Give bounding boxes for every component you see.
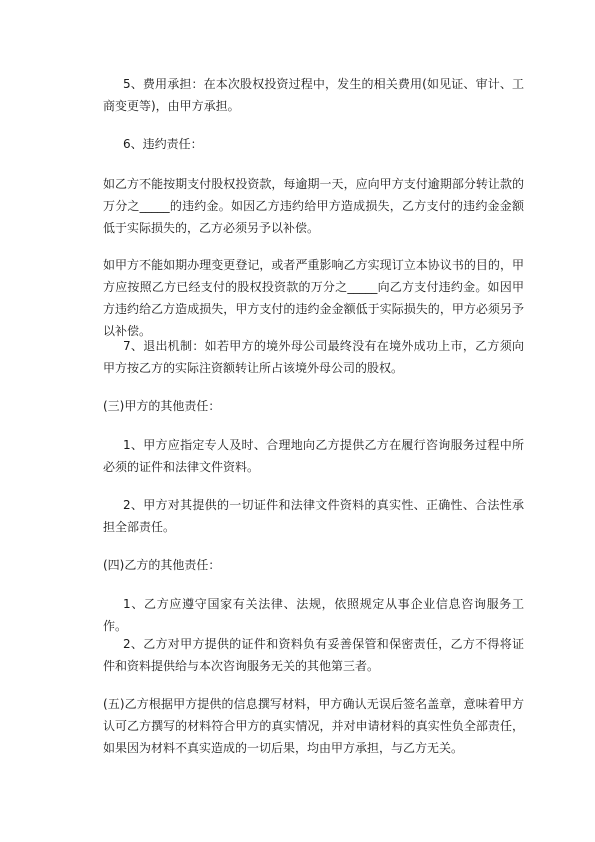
section-3-item-1: 1、甲方应指定专人及时、合理地向乙方提供乙方在履行咨询服务过程中所必须的证件和法律文件资料。 [103,438,524,474]
section-4-heading: (四)乙方的其他责任： [103,558,221,572]
section-4-item-2: 2、乙方对甲方提供的证件和资料负有妥善保管和保密责任，乙方不得将证件和资料提供给与本次咨询服务无关的其他第三者。 [103,637,524,673]
section-3-heading: (三)甲方的其他责任： [103,399,221,413]
clause-7-exit: 7、退出机制：如若甲方的境外母公司最终没有在境外成功上市，乙方须向甲方按乙方的实际注资额转让所占该境外母公司的股权。 [103,339,524,375]
section-4-item-1: 1、乙方应遵守国家有关法律、法规，依照规定从事企业信息咨询服务工作。 [103,597,524,633]
clause-6-heading: 6、违约责任： [123,137,203,151]
section-5-paragraph: (五)乙方根据甲方提供的信息撰写材料，甲方确认无误后签名盖章，意味着甲方认可乙方撰写的材料符合甲方的真实情况，并对申请材料的真实性负全部责任，如果因为材料不真实造成的一切后果，均由甲方承担，与乙方无关。 [103,697,524,755]
section-3-item-2: 2、甲方对其提供的一切证件和法律文件资料的真实性、正确性、合法性承担全部责任。 [103,498,524,534]
clause-6-party-b-breach: 如乙方不能按期支付股权投资款，每逾期一天，应向甲方支付逾期部分转让款的万分之_____的违约金。如因乙方违约给甲方造成损失，乙方支付的违约金金额低于实际损失的，乙方必须另予以补偿。 [103,177,524,235]
clause-5-fees: 5、费用承担：在本次股权投资过程中，发生的相关费用(如见证、审计、工商变更等)，由甲方承担。 [103,77,524,113]
clause-6-party-a-breach: 如甲方不能如期办理变更登记，或者严重影响乙方实现订立本协议书的目的，甲方应按照乙方已经支付的股权投资款的万分之_____向乙方支付违约金。如因甲方违约给乙方造成损失，甲方支付的违约金金额低于实际损失的，甲方必须另予以补偿。 [103,258,524,338]
